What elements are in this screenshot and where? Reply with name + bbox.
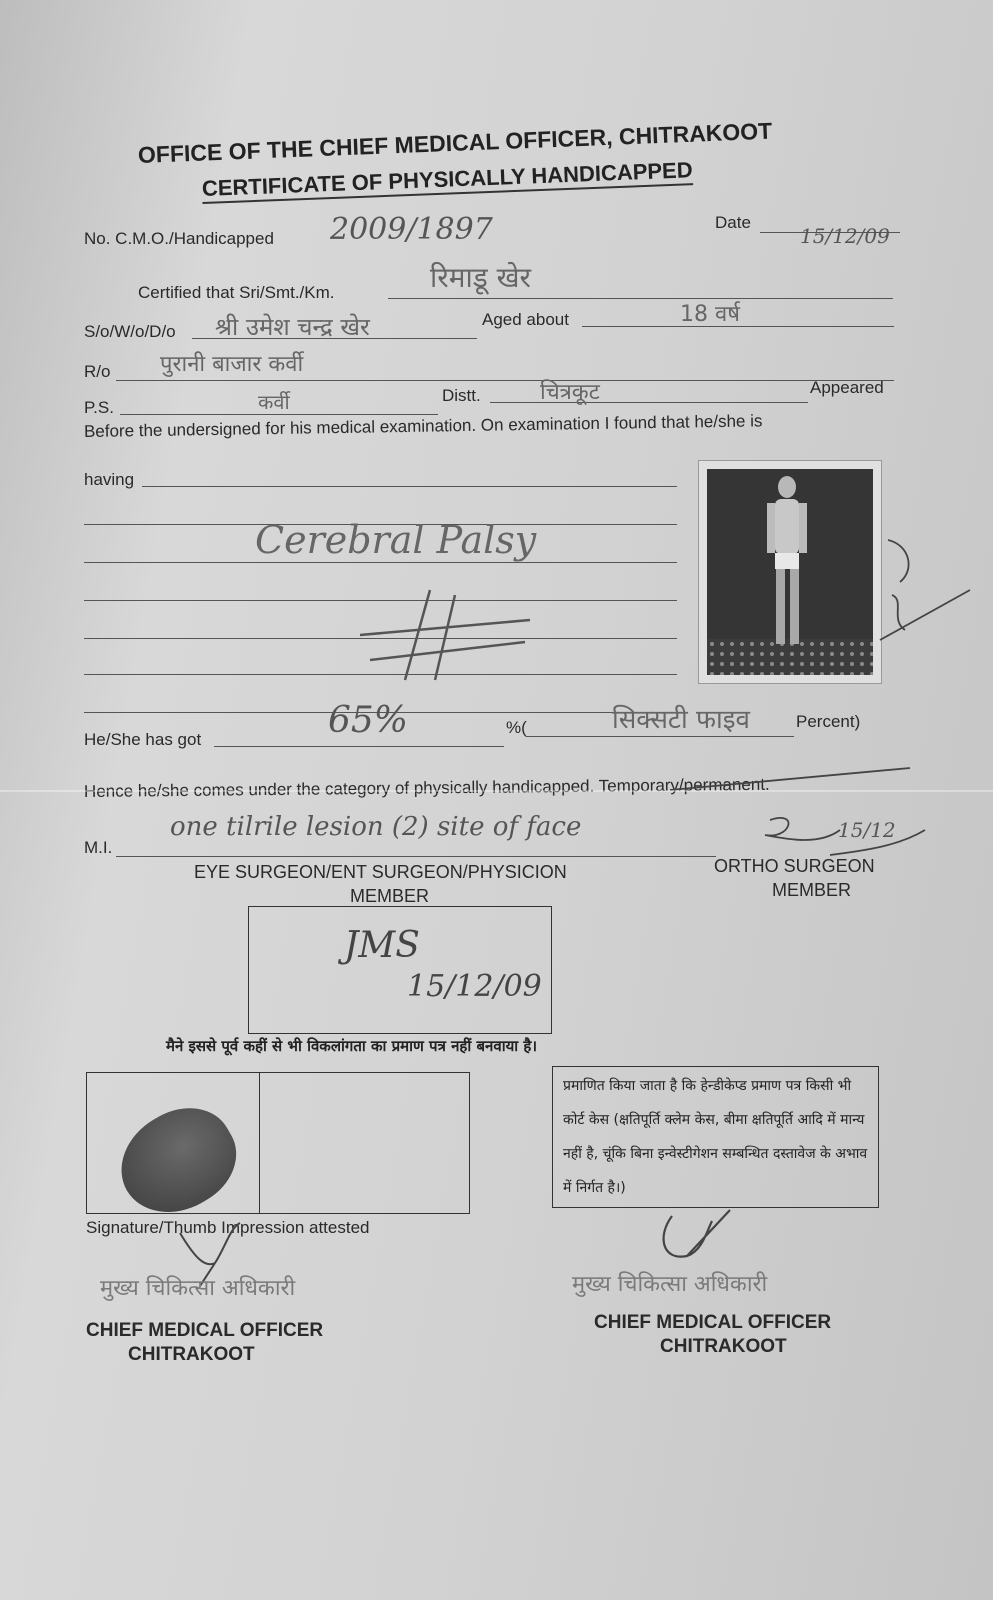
mi-label: M.I. [84, 838, 113, 857]
notice-text: प्रमाणित किया जाता है कि हेन्डीकेप्ड प्रमाण पत्र किसी भी कोर्ट केस (क्षतिपूर्ति क्लेम केस, बीमा क्षतिपूर्ति आदि में मान्य नहीं है, चूंकि बिना इन्वेस्टीगेशन सम्बन्धित दस्तावेज के अभाव में निर्गत है।) [563, 1078, 868, 1196]
percentage-value: 65% [328, 700, 409, 741]
district-label: Distt. [442, 386, 481, 405]
having-label: having [84, 470, 135, 489]
member-signature-box [248, 906, 552, 1034]
candidate-photo [707, 469, 873, 675]
relation-label: S/o/W/o/D/o [84, 322, 176, 341]
cmo-number-label: No. C.M.O./Handicapped [84, 229, 274, 248]
member-sign-date: 15/12/09 [407, 969, 542, 1004]
ortho-surgeon-label: ORTHO SURGEON [714, 856, 875, 876]
percent-label: Percent) [796, 712, 861, 731]
category-text: Hence he/she comes under the category of physically handicapped. Temporary/permanent. [83, 774, 770, 801]
residence-value: पुरानी बाजार कर्वी [160, 352, 304, 377]
diagnosis-value: Cerebral Palsy [255, 518, 537, 562]
cmo-stamp-right-line2: CHITRAKOOT [660, 1336, 787, 1357]
police-station-value: कर्वी [258, 390, 290, 414]
photo-frame [698, 460, 882, 684]
police-station-label: P.S. [84, 398, 114, 417]
relation-value: श्री उमेश चन्द्र खेर [215, 313, 370, 341]
notice-box [552, 1066, 879, 1208]
date-value: 15/12/09 [800, 224, 890, 248]
ortho-sign-date: 15/12 [838, 818, 896, 842]
strike-marks [360, 580, 540, 690]
appeared-label: Appeared [810, 378, 884, 397]
member-left-label: MEMBER [350, 886, 430, 906]
member-sign: JMS [344, 925, 420, 966]
office-title: OFFICE OF THE CHIEF MEDICAL OFFICER, CHITRAKOOT [137, 117, 773, 168]
signature-attested-label: Signature/Thumb Impression attested [86, 1218, 370, 1237]
certificate-title: CERTIFICATE OF PHYSICALLY HANDICAPPED [201, 157, 693, 204]
temporary-strike [665, 760, 915, 800]
percent-symbol: %( [506, 718, 527, 737]
got-label: He/She has got [84, 730, 202, 749]
cmo-stamp-right-line1: CHIEF MEDICAL OFFICER [594, 1312, 832, 1333]
district-value: चित्रकूट [540, 380, 600, 405]
cmo-stamp-left-hindi: मुख्य चिकित्सा अधिकारी [100, 1276, 296, 1301]
declaration-text: मैने इससे पूर्व कहीं से भी विकलांगता का प्रमाण पत्र नहीं बनवाया है। [166, 1037, 538, 1055]
eye-surgeon-label: EYE SURGEON/ENT SURGEON/PHYSICION [194, 862, 567, 882]
cmo-stamp-left-line2: CHITRAKOOT [128, 1344, 255, 1365]
attest-signature-right [652, 1206, 742, 1266]
aged-label: Aged about [482, 310, 569, 329]
mi-value: one tilrile lesion (2) site of face [170, 812, 582, 842]
fold-crease [0, 790, 993, 792]
member-right-label: MEMBER [772, 880, 852, 900]
photo-attest-sign [870, 500, 980, 660]
examination-text: Before the undersigned for his medical examination. On examination I found that he/she is [83, 411, 763, 441]
thumb-print [103, 1090, 253, 1232]
cmo-stamp-left-line1: CHIEF MEDICAL OFFICER [86, 1320, 324, 1341]
name-value: रिमाडू खेर [430, 261, 531, 294]
percent-words: सिक्सटी फाइव [612, 705, 751, 735]
certified-label: Certified that Sri/Smt./Km. [138, 283, 335, 302]
thumb-impression-box [86, 1072, 470, 1214]
date-label: Date [715, 213, 751, 232]
residence-label: R/o [84, 362, 111, 381]
aged-value: 18 वर्ष [680, 302, 740, 327]
cmo-stamp-right-hindi: मुख्य चिकित्सा अधिकारी [572, 1272, 768, 1297]
cmo-number-value: 2009/1897 [330, 212, 493, 247]
